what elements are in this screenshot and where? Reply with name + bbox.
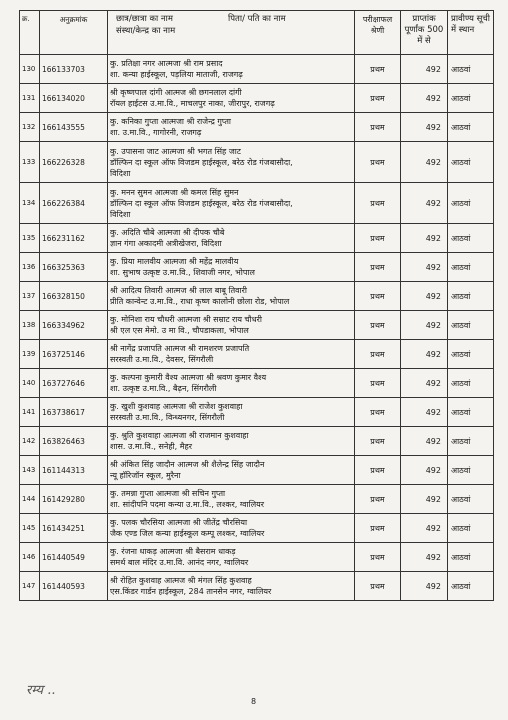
marks: 492 (401, 183, 448, 224)
roll-number: 166133703 (40, 55, 108, 84)
student-name: कु. प्रिया मालवीय आत्मजा श्री महेंद्र मालवीय (110, 257, 239, 266)
serial-number: 137 (20, 282, 40, 311)
school-name: शा. सांदीपनि पदमा कन्या उ.मा.वि., लश्कर, ग्वालियर (110, 500, 265, 509)
roll-number: 163738617 (40, 398, 108, 427)
school-name: शा. कन्या हाईस्कूल, पड़लिया माताजी, राजगढ़ (110, 70, 243, 79)
student-name: कु. मनन सुमन आत्मजा श्री कमल सिंह सुमन (110, 187, 239, 197)
student-name: श्री अंकित सिंह जादौन आत्मज श्री शैलेन्द्र सिंह जादौन (110, 460, 265, 469)
roll-number: 166134020 (40, 84, 108, 113)
serial-number: 135 (20, 224, 40, 253)
student-name: श्री रोहित कुशवाह आत्मज श्री मंगल सिंह कुशवाह (110, 576, 252, 585)
school-name: रॉयल हाईटस उ.मा.वि., माचलपुर नाका, जीरापुर, राजगढ़ (110, 99, 275, 108)
division: प्रथम (355, 183, 401, 224)
table-row (20, 282, 494, 311)
student-name: श्री नागेंद्र प्रजापति आत्मज श्री रामशरण प्रजापति (110, 344, 250, 353)
marks: 492 (401, 398, 448, 427)
merit-rank: आठवां (448, 224, 494, 253)
serial-number: 145 (20, 514, 40, 543)
division: प्रथम (355, 84, 401, 113)
table-header-row (20, 11, 494, 55)
merit-rank: आठवां (448, 485, 494, 514)
division: प्रथम (355, 282, 401, 311)
student-details (108, 55, 355, 84)
division: प्रथम (355, 572, 401, 601)
merit-rank: आठवां (448, 543, 494, 572)
division: प्रथम (355, 113, 401, 142)
marks: 492 (401, 311, 448, 340)
student-details (108, 113, 355, 142)
marks: 492 (401, 84, 448, 113)
serial-number: 146 (20, 543, 40, 572)
serial-number: 130 (20, 55, 40, 84)
serial-number: 132 (20, 113, 40, 142)
marks: 492 (401, 456, 448, 485)
student-details (108, 311, 355, 340)
page-number: 8 (251, 697, 257, 706)
table-row (20, 142, 494, 183)
header-name (108, 11, 355, 55)
student-details (108, 572, 355, 601)
school-district: विदिशा (110, 168, 131, 178)
merit-rank: आठवां (448, 572, 494, 601)
roll-number: 161440549 (40, 543, 108, 572)
roll-number: 161144313 (40, 456, 108, 485)
school-name: न्यू हॉरिजॉन स्कूल, मुरैना (110, 471, 181, 480)
marks: 492 (401, 514, 448, 543)
roll-number: 166328150 (40, 282, 108, 311)
merit-rank: आठवां (448, 311, 494, 340)
student-details (108, 253, 355, 282)
school-name: सरस्वती उ.मा.वि., देवसर, सिंगरौली (110, 355, 214, 364)
serial-number: 138 (20, 311, 40, 340)
division: प्रथम (355, 456, 401, 485)
school-name: समर्थ बाल मंदिर उ.मा.वि. आनंद नगर, ग्वालियर (110, 558, 249, 567)
marks: 492 (401, 427, 448, 456)
merit-rank: आठवां (448, 282, 494, 311)
school-name: शा. उ.मा.वि., गागोरनी, राजगढ़ (110, 128, 202, 137)
serial-number: 147 (20, 572, 40, 601)
roll-number: 166226384 (40, 183, 108, 224)
merit-rank: आठवां (448, 340, 494, 369)
serial-number: 136 (20, 253, 40, 282)
school-name: शा. सुभाष उत्कृष्ट उ.मा.वि., शिवाजी नगर, भोपाल (110, 268, 255, 277)
student-details (108, 485, 355, 514)
student-details (108, 224, 355, 253)
table-row (20, 84, 494, 113)
table-row (20, 572, 494, 601)
student-name: कु. उपासना जाट आत्मजा श्री भगत सिंह जाट (110, 146, 241, 156)
merit-rank: आठवां (448, 369, 494, 398)
serial-number: 143 (20, 456, 40, 485)
division: प्रथम (355, 55, 401, 84)
division: प्रथम (355, 485, 401, 514)
student-name: कु. प्रतिक्षा नगर आत्मजा श्री राम प्रसाद (110, 59, 223, 68)
marks: 492 (401, 572, 448, 601)
table-row (20, 456, 494, 485)
division: प्रथम (355, 543, 401, 572)
student-name: कु. कल्पना कुमारी वैश्य आत्मजा श्री श्रवण कुमार वैश्य (110, 373, 267, 382)
header-serial: क्र. (20, 11, 40, 55)
school-name: सरस्वती उ.मा.वि., विन्ध्यनगर, सिंगरौली (110, 413, 225, 422)
merit-rank: आठवां (448, 55, 494, 84)
student-details (108, 142, 355, 183)
table-row (20, 514, 494, 543)
serial-number: 141 (20, 398, 40, 427)
student-name: कु. श्रुति कुशवाहा आत्मजा श्री राजमान कुशवाहा (110, 431, 249, 440)
school-district: विदिशा (110, 209, 131, 219)
student-details (108, 340, 355, 369)
table-row (20, 369, 494, 398)
table-row (20, 113, 494, 142)
merit-rank: आठवां (448, 84, 494, 113)
merit-rank: आठवां (448, 514, 494, 543)
student-name: कु. कनिका गुप्ता आत्मजा श्री राजेन्द्र गुप्ता (110, 117, 231, 126)
school-name: शास. उ.मा.वि., सनेही, मैहर (110, 442, 193, 451)
table-row (20, 427, 494, 456)
school-name: ज्ञान गंगा अकादमी अत्रीखेजरा, विदिशा (110, 239, 222, 248)
division: प्रथम (355, 253, 401, 282)
merit-rank: आठवां (448, 113, 494, 142)
header-parent-name: पिता/ पति का नाम (228, 14, 286, 24)
serial-number: 134 (20, 183, 40, 224)
student-name: कु. तमन्ना गुप्ता आत्मजा श्री सचिन गुप्ता (110, 489, 226, 498)
school-name: डॉल्फिन दा स्कूल ऑफ विजडम हाईस्कूल, बरेठ रोड गंजबासौदा, (110, 157, 293, 167)
merit-rank: आठवां (448, 253, 494, 282)
table-row (20, 253, 494, 282)
marks: 492 (401, 282, 448, 311)
roll-number: 161429280 (40, 485, 108, 514)
merit-rank: आठवां (448, 398, 494, 427)
marks: 492 (401, 142, 448, 183)
roll-number: 161434251 (40, 514, 108, 543)
merit-rank: आठवां (448, 456, 494, 485)
school-name: प्रीति कान्वेन्ट उ.मा.वि., राधा कृष्ण कालोनी छोला रोड, भोपाल (110, 297, 290, 306)
signature: रम्य .. (26, 683, 56, 698)
division: प्रथम (355, 142, 401, 183)
serial-number: 144 (20, 485, 40, 514)
roll-number: 166143555 (40, 113, 108, 142)
marks: 492 (401, 224, 448, 253)
serial-number: 131 (20, 84, 40, 113)
header-roll-number: अनुक्रमांक (40, 11, 108, 55)
student-details (108, 543, 355, 572)
table-row (20, 183, 494, 224)
division: प्रथम (355, 340, 401, 369)
roll-number: 163725146 (40, 340, 108, 369)
roll-number: 163826463 (40, 427, 108, 456)
student-details (108, 427, 355, 456)
serial-number: 142 (20, 427, 40, 456)
serial-number: 133 (20, 142, 40, 183)
school-name: शा. उत्कृष्ट उ.मा.वि., बैढ़न, सिंगरौली (110, 384, 217, 393)
marks: 492 (401, 543, 448, 572)
division: प्रथम (355, 427, 401, 456)
roll-number: 166231162 (40, 224, 108, 253)
student-details (108, 282, 355, 311)
roll-number: 161440593 (40, 572, 108, 601)
merit-rank: आठवां (448, 427, 494, 456)
student-name: श्री कृष्णपाल दांगी आत्मज श्री छगनलाल दांगी (110, 88, 242, 97)
division: प्रथम (355, 369, 401, 398)
table-row (20, 340, 494, 369)
student-name: श्री आदित्य तिवारी आत्मज श्री लाल बाबू तिवारी (110, 286, 247, 295)
table-row (20, 485, 494, 514)
student-details (108, 369, 355, 398)
table-row (20, 543, 494, 572)
student-name: कु. पलक चौरसिया आत्मजा श्री जीतेंद्र चौरसिया (110, 518, 248, 527)
table-row (20, 55, 494, 84)
marks: 492 (401, 253, 448, 282)
student-name: कु. रंजना धाकड़ आत्मजा श्री बैसराम धाकड़ (110, 547, 236, 556)
student-details (108, 456, 355, 485)
school-name: जैक एण्ड जिल कन्या हाईस्कूल कम्पू लश्कर, ग्वालियर (110, 529, 265, 538)
student-name: कु. मोनिशा राय चौधरी आत्मजा श्री सम्राट राय चौधरी (110, 315, 262, 324)
roll-number: 166325363 (40, 253, 108, 282)
table-row (20, 224, 494, 253)
roll-number: 166334962 (40, 311, 108, 340)
student-name: कु. अदिति चौबे आत्मजा श्री दीपक चौबे (110, 228, 225, 237)
table-row (20, 398, 494, 427)
marks: 492 (401, 113, 448, 142)
division: प्रथम (355, 514, 401, 543)
merit-rank: आठवां (448, 183, 494, 224)
marks: 492 (401, 55, 448, 84)
table-row (20, 311, 494, 340)
student-details (108, 84, 355, 113)
division: प्रथम (355, 398, 401, 427)
merit-rank: आठवां (448, 142, 494, 183)
serial-number: 139 (20, 340, 40, 369)
header-student-name: छात्र/छात्रा का नाम (116, 14, 173, 24)
school-name: डॉल्फिन दा स्कूल ऑफ विजडम हाईस्कूल, बरेठ रोड गंजबासौदा, (110, 198, 293, 208)
roll-number: 163727646 (40, 369, 108, 398)
roll-number: 166226328 (40, 142, 108, 183)
serial-number: 140 (20, 369, 40, 398)
student-details (108, 398, 355, 427)
school-name: एस.किंडर गार्डन हाईस्कूल, 284 तानसेन नगर, ग्वालियर (110, 587, 272, 596)
merit-list-table (19, 10, 494, 601)
student-details (108, 183, 355, 224)
marks: 492 (401, 485, 448, 514)
division: प्रथम (355, 224, 401, 253)
header-school-name: संस्था/केन्द्र का नाम (116, 26, 176, 36)
division: प्रथम (355, 311, 401, 340)
header-rank: प्रावीण्य सूची में स्थान (448, 11, 494, 55)
marks: 492 (401, 369, 448, 398)
header-marks: प्राप्तांक पूर्णांक 500 में से (401, 11, 448, 55)
school-name: श्री एल एस मेमो. उ मा वि., चौपडाकला, भोपाल (110, 326, 249, 335)
student-name: कु. खुशी कुशवाह आत्मजा श्री राजेश कुशवाहा (110, 402, 243, 411)
student-details (108, 514, 355, 543)
header-division: परीक्षाफल श्रेणी (355, 11, 401, 55)
marks: 492 (401, 340, 448, 369)
